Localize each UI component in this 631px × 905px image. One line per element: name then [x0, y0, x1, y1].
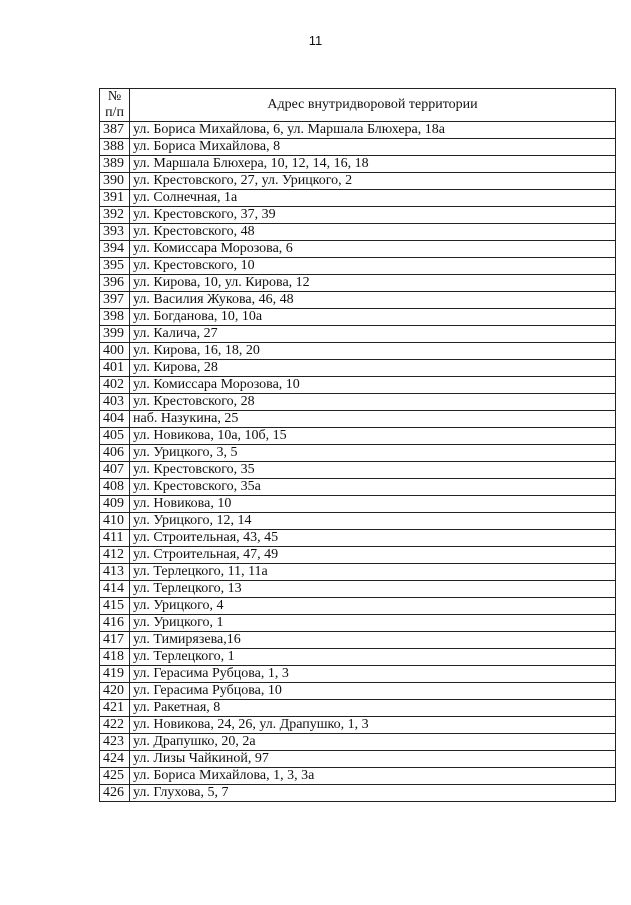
row-number: 408	[100, 479, 130, 496]
table-row	[100, 122, 616, 139]
row-address: ул. Бориса Михайлова, 6, ул. Маршала Блюхера, 18а	[130, 122, 616, 139]
table-body	[100, 122, 616, 802]
page-number: 11	[308, 33, 323, 48]
table-row	[100, 156, 616, 173]
row-number: 387	[100, 122, 130, 139]
row-address: ул. Новикова, 24, 26, ул. Драпушко, 1, 3	[130, 717, 616, 734]
row-address: ул. Глухова, 5, 7	[130, 785, 616, 802]
row-number: 399	[100, 326, 130, 343]
table-row	[100, 394, 616, 411]
row-address: ул. Крестовского, 48	[130, 224, 616, 241]
table-row	[100, 343, 616, 360]
row-number: 395	[100, 258, 130, 275]
row-address: ул. Терлецкого, 13	[130, 581, 616, 598]
row-address: ул. Терлецкого, 11, 11а	[130, 564, 616, 581]
row-number: 401	[100, 360, 130, 377]
table-row	[100, 649, 616, 666]
row-number: 415	[100, 598, 130, 615]
table-row	[100, 292, 616, 309]
header-number	[100, 89, 130, 122]
row-address: ул. Крестовского, 10	[130, 258, 616, 275]
table-row	[100, 581, 616, 598]
row-number: 416	[100, 615, 130, 632]
row-number: 406	[100, 445, 130, 462]
row-address: ул. Драпушко, 20, 2а	[130, 734, 616, 751]
table-row	[100, 360, 616, 377]
row-number: 407	[100, 462, 130, 479]
header-address: Адрес внутридворовой территории	[130, 89, 616, 122]
row-number: 398	[100, 309, 130, 326]
row-address: ул. Комиссара Морозова, 6	[130, 241, 616, 258]
row-number: 413	[100, 564, 130, 581]
row-number: 426	[100, 785, 130, 802]
table-row	[100, 496, 616, 513]
row-address: ул. Герасима Рубцова, 10	[130, 683, 616, 700]
row-address: ул. Ракетная, 8	[130, 700, 616, 717]
row-address: ул. Терлецкого, 1	[130, 649, 616, 666]
row-address: наб. Назукина, 25	[130, 411, 616, 428]
row-address: ул. Бориса Михайлова, 1, 3, 3а	[130, 768, 616, 785]
table-header-row	[100, 89, 616, 122]
row-number: 392	[100, 207, 130, 224]
table-row	[100, 139, 616, 156]
table-row	[100, 547, 616, 564]
table-row	[100, 530, 616, 547]
table-row	[100, 411, 616, 428]
row-number: 414	[100, 581, 130, 598]
row-address: ул. Крестовского, 28	[130, 394, 616, 411]
header-number-symbol: №	[107, 89, 122, 104]
table-row	[100, 445, 616, 462]
table-row	[100, 734, 616, 751]
row-address: ул. Бориса Михайлова, 8	[130, 139, 616, 156]
row-address: ул. Кирова, 28	[130, 360, 616, 377]
table-row	[100, 207, 616, 224]
table-row	[100, 377, 616, 394]
table-row	[100, 173, 616, 190]
row-number: 424	[100, 751, 130, 768]
table-row	[100, 768, 616, 785]
row-address: ул. Лизы Чайкиной, 97	[130, 751, 616, 768]
row-address: ул. Калича, 27	[130, 326, 616, 343]
table-row	[100, 241, 616, 258]
table-row	[100, 462, 616, 479]
row-address: ул. Урицкого, 1	[130, 615, 616, 632]
row-address: ул. Комиссара Морозова, 10	[130, 377, 616, 394]
row-number: 412	[100, 547, 130, 564]
row-number: 420	[100, 683, 130, 700]
row-number: 403	[100, 394, 130, 411]
row-number: 425	[100, 768, 130, 785]
table-row	[100, 598, 616, 615]
header-number-abbr: п/п	[105, 105, 124, 120]
row-address: ул. Кирова, 10, ул. Кирова, 12	[130, 275, 616, 292]
table-row	[100, 632, 616, 649]
table-row	[100, 615, 616, 632]
row-number: 394	[100, 241, 130, 258]
row-address: ул. Урицкого, 12, 14	[130, 513, 616, 530]
row-number: 393	[100, 224, 130, 241]
row-number: 402	[100, 377, 130, 394]
row-address: ул. Новикова, 10	[130, 496, 616, 513]
row-number: 404	[100, 411, 130, 428]
row-number: 397	[100, 292, 130, 309]
table-row	[100, 666, 616, 683]
row-number: 411	[100, 530, 130, 547]
row-number: 388	[100, 139, 130, 156]
row-address: ул. Маршала Блюхера, 10, 12, 14, 16, 18	[130, 156, 616, 173]
row-number: 410	[100, 513, 130, 530]
table-row	[100, 513, 616, 530]
row-number: 409	[100, 496, 130, 513]
row-address: ул. Крестовского, 35	[130, 462, 616, 479]
row-number: 421	[100, 700, 130, 717]
row-address: ул. Строительная, 43, 45	[130, 530, 616, 547]
table-row	[100, 683, 616, 700]
table-row	[100, 700, 616, 717]
row-number: 391	[100, 190, 130, 207]
row-number: 417	[100, 632, 130, 649]
row-number: 390	[100, 173, 130, 190]
table-row	[100, 309, 616, 326]
row-number: 419	[100, 666, 130, 683]
table-row	[100, 751, 616, 768]
table-row	[100, 717, 616, 734]
row-address: ул. Солнечная, 1а	[130, 190, 616, 207]
table-row	[100, 479, 616, 496]
table-row	[100, 428, 616, 445]
row-address: ул. Тимирязева,16	[130, 632, 616, 649]
table-row	[100, 224, 616, 241]
row-address: ул. Крестовского, 27, ул. Урицкого, 2	[130, 173, 616, 190]
table-row	[100, 190, 616, 207]
table-row	[100, 564, 616, 581]
row-address: ул. Василия Жукова, 46, 48	[130, 292, 616, 309]
row-address: ул. Крестовского, 37, 39	[130, 207, 616, 224]
row-number: 400	[100, 343, 130, 360]
row-address: ул. Крестовского, 35а	[130, 479, 616, 496]
table-row	[100, 785, 616, 802]
table-row	[100, 258, 616, 275]
table-row	[100, 326, 616, 343]
row-address: ул. Кирова, 16, 18, 20	[130, 343, 616, 360]
row-number: 418	[100, 649, 130, 666]
row-address: ул. Урицкого, 4	[130, 598, 616, 615]
row-address: ул. Новикова, 10а, 10б, 15	[130, 428, 616, 445]
row-number: 389	[100, 156, 130, 173]
row-address: ул. Строительная, 47, 49	[130, 547, 616, 564]
row-number: 396	[100, 275, 130, 292]
table-row	[100, 275, 616, 292]
row-address: ул. Урицкого, 3, 5	[130, 445, 616, 462]
row-number: 405	[100, 428, 130, 445]
row-address: ул. Богданова, 10, 10а	[130, 309, 616, 326]
row-address: ул. Герасима Рубцова, 1, 3	[130, 666, 616, 683]
row-number: 423	[100, 734, 130, 751]
address-table	[99, 88, 616, 802]
row-number: 422	[100, 717, 130, 734]
